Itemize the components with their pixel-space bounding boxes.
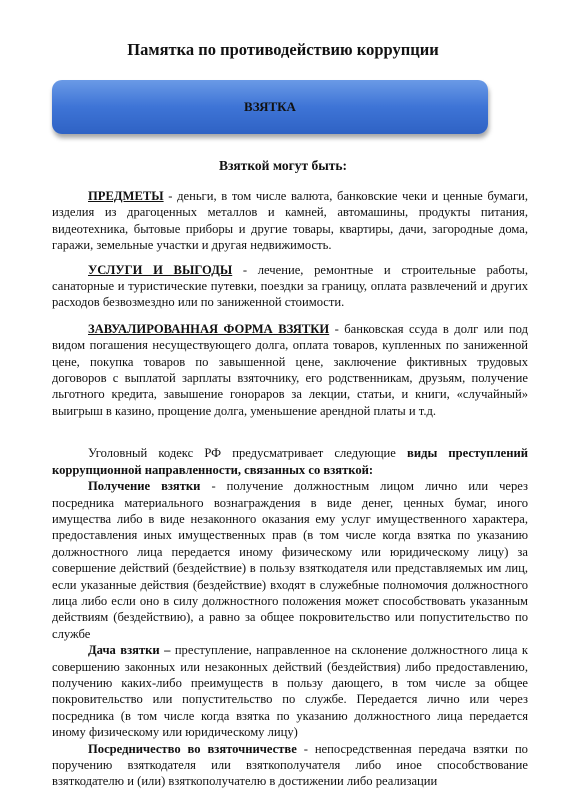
item-term: ПРЕДМЕТЫ — [88, 189, 164, 203]
item-text: - деньги, в том числе валюта, банковские чеки и ценные бумаги, изделия из драгоценных металлов и камней, автомашины, продукты питания, видеотехника, бытовые приборы и другие товары, квартиры, дачи, загородные дома, гаражи, земельные участки и другая недвижимость. — [52, 189, 528, 253]
crime-paragraph-giving — [52, 642, 528, 740]
crime-term: Получение взятки — [88, 479, 201, 494]
crime-paragraph-receiving — [52, 478, 528, 642]
vzyatka-banner — [52, 80, 488, 134]
banner-label: ВЗЯТКА — [244, 99, 296, 114]
page-title: Памятка по противодействию коррупции — [127, 40, 439, 59]
item-paragraph-veiled — [52, 321, 528, 419]
document-body — [52, 188, 528, 790]
crime-text: - получение должностным лицом лично или через посредника материального вознаграждения в виде денег, ценных бумаг, иного имущества либо в виде незаконного оказания ему услуг имущественного характера, предоставления иных имущественных прав (в том числе когда взятка по указанию должностного лица передается иному физическому или юридическому лицу) за совершение действий (бездействие) в пользу взяткодателя или представляемых им лиц, если указанные действия (бездействие) входят в служебные полномочия должностного лица либо если оно в силу должностного положения может способствовать указанным действиям (бездействию), а равно за общее покровительство или попустительство по службе — [52, 479, 529, 641]
crime-text: преступление, направленное на склонение должностного лица к совершению законных или незаконных действий (бездействия) либо предоставлению, получению каких-либо преимуществ в пользу дающего, в том числе за общее покровительство или попустительство по службе. Передается лично или через посредника (в том числе когда взятка по указанию должностного лица передается иному физическому или юридическому лицу) — [52, 643, 528, 740]
crime-term: Дача взятки – — [88, 643, 171, 658]
crime-term: Посредничество во взяточничестве — [88, 741, 297, 756]
code-intro-bold: виды преступлений коррупционной направленности, связанных со взяткой: — [52, 446, 529, 477]
item-text: - лечение, ремонтные и строительные работы, санаторные и туристические путевки, поездки за границу, оплата развлечений и других расходов безвозмездно или по заниженной стоимости. — [52, 262, 529, 310]
code-intro-text: Уголовный кодекс РФ предусматривает следующие — [88, 446, 408, 461]
item-paragraph-items — [52, 188, 528, 254]
item-term: ЗАВУАЛИРОВАННАЯ ФОРМА ВЗЯТКИ — [88, 321, 330, 336]
crime-text: - непосредственная передача взятки по поручению взяткодателя или взяткополучателя либо иное способствование взяткодателю и (или) взяткополучателю в достижении либо реализации — [52, 741, 528, 789]
item-paragraph-services — [52, 262, 528, 311]
item-term: УСЛУГИ И ВЫГОДЫ — [88, 262, 233, 277]
crime-paragraph-mediation — [52, 741, 528, 790]
subheading: Взяткой могут быть: — [218, 158, 348, 173]
item-text: - банковская ссуда в долг или под видом погашения несуществующего долга, оплата товаров, купленных по заниженной цене, покупка товаров по завышенной цене, заключение фиктивных трудовых договоров с выплатой зарплаты взяточнику, его родственникам, друзьям, получение льготного кредита, завышение гонораров за лекции, статьи, и книги, «случайный» выигрыш в казино, прощение долга, уменьшение арендной платы и т.д. — [52, 321, 528, 418]
code-intro-paragraph — [52, 445, 528, 478]
